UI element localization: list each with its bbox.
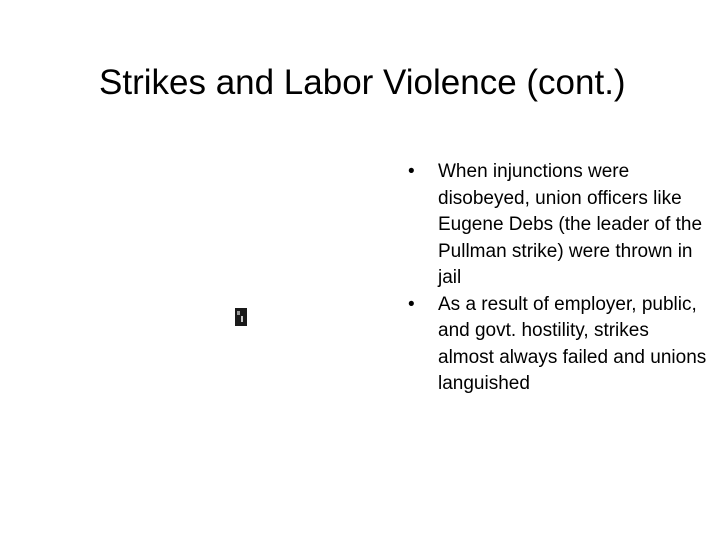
bullet-icon: •: [408, 161, 415, 182]
bullet-list: [408, 159, 708, 398]
slide-title: Strikes and Labor Violence (cont.): [99, 63, 626, 102]
bullet-text: As a result of employer, public, and govt. hostility, strikes almost always failed and unions languished: [438, 293, 707, 394]
bullet-icon: •: [408, 293, 415, 315]
image-thumbnail: [235, 308, 247, 326]
bullet-item: [408, 292, 708, 398]
bullet-text: When injunctions were disobeyed, union officers like Eugene Debs (the leader of the Pullman strike) were thrown in jail: [438, 161, 703, 288]
bullet-item: [408, 159, 708, 292]
